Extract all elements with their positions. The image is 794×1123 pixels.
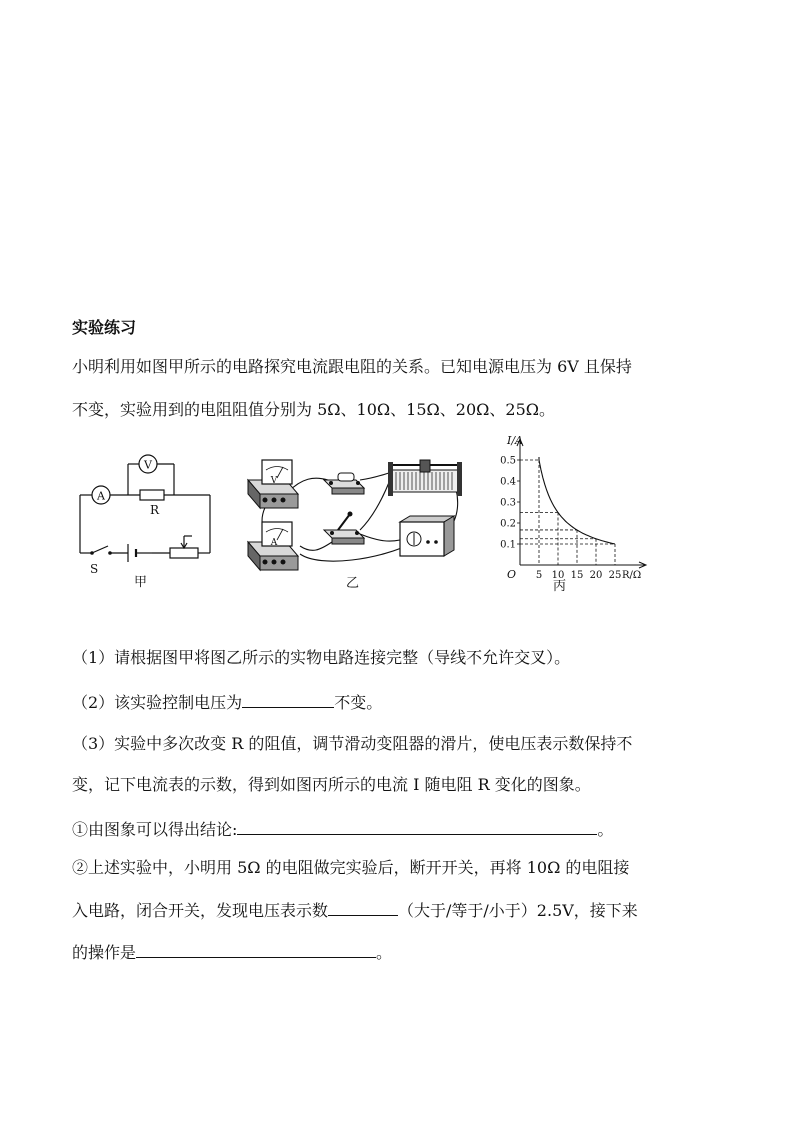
answer-blank-comparison[interactable] [328, 899, 398, 916]
question-2-prefix: （2）该实验控制电压为 [72, 693, 243, 712]
figure-yi-apparatus [240, 450, 480, 595]
voltmeter-device-label: V [270, 476, 278, 486]
rheostat-symbol [170, 536, 198, 558]
sub-question-1-suffix: 。 [597, 820, 614, 839]
sub-question-2-line-2-prefix: 入电路，闭合开关，发现电压表示数 [72, 901, 329, 920]
ammeter-device-label: A [270, 538, 278, 548]
figure-jia-circuit [70, 450, 220, 595]
sub-question-1-prefix: ①由图象可以得出结论: [72, 820, 238, 839]
y-tick-label: 0.2 [500, 518, 516, 530]
y-tick-label: 0.1 [500, 539, 516, 551]
resistor-symbol [140, 490, 164, 500]
ammeter-label: A [97, 489, 105, 503]
sub-question-2-line-1: ②上述实验中，小明用 5Ω 的电阻做完实验后，断开开关，再将 10Ω 的电阻接 [72, 858, 630, 877]
rheostat-device [388, 460, 462, 496]
intro-line-2: 不变，实验用到的电阻阻值分别为 5Ω、10Ω、15Ω、20Ω、25Ω。 [72, 400, 556, 419]
sub-question-2-line-3-prefix: 的操作是 [72, 943, 137, 962]
resistor-label: R [150, 503, 160, 517]
x-axis-unit-label: R/Ω [622, 570, 642, 581]
y-tick-label: 0.3 [500, 497, 516, 509]
sub-question-2-line-3 [72, 941, 392, 963]
sub-question-1 [72, 818, 613, 840]
x-tick-label: 25 [608, 570, 622, 581]
figure-jia-caption: 甲 [134, 575, 148, 590]
question-2 [72, 691, 382, 713]
power-supply-device [400, 516, 454, 556]
section-heading: 实验练习 [72, 318, 137, 337]
question-3-line-1: （3）实验中多次改变 R 的阻值，调节滑动变阻器的滑片，使电压表示数保持不 [72, 734, 633, 753]
sub-question-2-line-3-suffix: 。 [376, 943, 393, 962]
figure-yi-caption: 乙 [346, 576, 360, 591]
x-tick-label: 10 [551, 570, 565, 581]
x-tick-label: 20 [589, 570, 603, 581]
y-tick-label: 0.5 [500, 455, 516, 467]
question-2-suffix: 不变。 [334, 693, 383, 712]
x-tick-label: 5 [535, 570, 543, 581]
battery-symbol [128, 544, 136, 562]
origin-label: O [507, 568, 517, 581]
question-3-line-2: 变，记下电流表的示数，得到如图丙所示的电流 I 随电阻 R 变化的图象。 [72, 775, 591, 794]
switch-label: S [90, 562, 99, 576]
answer-blank-voltage[interactable] [242, 691, 334, 708]
figure-bing-chart [495, 428, 655, 598]
resistor-device [324, 473, 364, 494]
y-tick-label: 0.4 [500, 476, 516, 488]
question-1: （1）请根据图甲将图乙所示的实物电路连接完整（导线不允许交叉）。 [72, 648, 571, 667]
knife-switch-device [324, 512, 364, 545]
answer-blank-conclusion[interactable] [237, 818, 597, 835]
x-tick-label: 15 [570, 570, 584, 581]
sub-question-2-line-2 [72, 899, 638, 921]
intro-line-1: 小明利用如图甲所示的电路探究电流跟电阻的关系。已知电源电压为 6V 且保持 [72, 357, 632, 376]
sub-question-2-line-2-suffix: （大于/等于/小于）2.5V，接下来 [398, 901, 638, 920]
figure-bing-caption: 丙 [553, 579, 567, 594]
voltmeter-label: V [144, 458, 152, 472]
y-axis-label: I/A [507, 434, 523, 447]
answer-blank-operation[interactable] [136, 941, 376, 958]
